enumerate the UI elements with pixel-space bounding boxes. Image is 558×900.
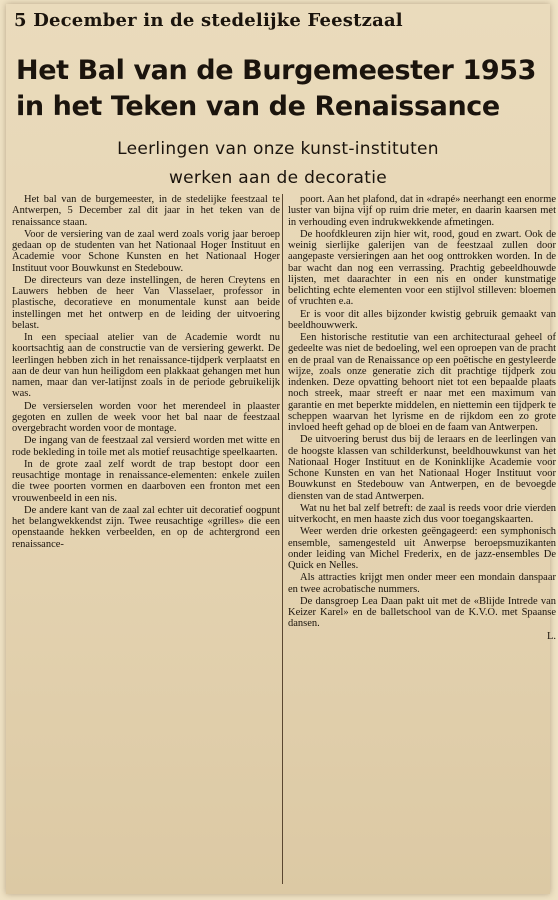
paragraph: De dansgroep Lea Daan pakt uit met de «Blijde Intrede van Keizer Karel» en de balletschool van de K.V.O. met Spaanse dansen. (288, 595, 556, 630)
paragraph: De andere kant van de zaal zal echter uit decoratief oogpunt het belangwekkendst zijn. Twee reusachtige «grilles» die een openstaande hekken verbeelden, en op de achtergrond een renaissance- (12, 504, 280, 550)
signature: L. (546, 630, 556, 642)
paragraph: De ingang van de feestzaal zal versierd worden met witte en rode bekleding in toile met als motief reusachtige speelkaarten. (12, 435, 280, 458)
paragraph: poort. Aan het plafond, dat in «drapé» neerhangt een enorme luster van bijna vijf op ruim drie meter, en daarin kaarsen met in verhouding even indrukwekkende afmetingen. (288, 194, 556, 228)
paragraph: Wat nu het bal zelf betreft: de zaal is reeds voor drie vierden uitverkocht, en men haaste zich dus voor toegangskaarten. (288, 502, 556, 525)
article-column-left (12, 194, 280, 550)
paragraph: De uitvoering berust dus bij de leraars en de leerlingen van de hoogste klassen van schilderkunst, beeldhouwkunst van het Nationaal Hoger Instituut en de Koninklijke Academie voor Schone Kunsten en van het Nationaal Hoger Instituut voor Bouwkunst en Stedebouw van Antwerpen, en de bevoegde diensten van de stad Antwerpen. (288, 434, 556, 502)
paragraph: De versierselen worden voor het merendeel in plaaster gegoten en zullen de week voor het bal naar de feestzaal overgebracht worden voor de montage. (12, 400, 280, 434)
paragraph: In een speciaal atelier van de Academie wordt nu koortsachtig aan de constructie van de versiering gewerkt. De leerlingen hebben zich in het renaissance-tijdperk verplaatst en aan de deur van hun heiligdom een plakkaat gehangen met hun namen, maar dan ver-latijnst zoals in de periode gebruikelijk was. (12, 332, 280, 400)
paragraph: In de grote zaal zelf wordt de trap bestopt door een reusachtige montage in renaissance-elementen: enkele zuilen die twee poorten vormen en daarboven een fronton met een vrouwenbeeld in een nis. (12, 458, 280, 504)
newspaper-clipping (6, 4, 556, 894)
dateline: 5 December in de stedelijke Feestzaal (14, 10, 403, 31)
paragraph: De hoofdkleuren zijn hier wit, rood, goud en zwart. Ook de weinig sierlijke galerijen van de feestzaal zullen door aangepaste versieringen aan het oog onttrokken worden. In de bar wacht dan nog een verrassing. Prachtig gebeeldhouwde lijsten, met daarachter in een nis en onder kunstmatige belichting echte elementen voor een stijlvol stilleven: bloemen of vruchten e.a. (288, 228, 556, 308)
paragraph: Er is voor dit alles bijzonder kwistig gebruik gemaakt van beeldhouwwerk. (288, 308, 556, 331)
paragraph: Als attracties krijgt men onder meer een mondain danspaar en twee acrobatische nummers. (288, 572, 556, 595)
paragraph: Weer werden drie orkesten geëngageerd: een symphonisch ensemble, samengesteld uit Anwerpse beroepsmuzikanten onder leiding van Michel Frederix, en de jazz-ensembles De Quick en Nelles. (288, 526, 556, 571)
paragraph: De directeurs van deze instellingen, de heren Creytens en Lauwers hebben de heer Van Vlasselaer, professor in plastische, decoratieve en monumentale kunst aan beide instellingen met het ontwerp en de leiding der uitvoering belast. (12, 274, 280, 331)
paragraph: Voor de versiering van de zaal werd zoals vorig jaar beroep gedaan op de studenten van het Nationaal Hoger Instituut en Academie voor Schone Kunsten en het Nationaal Hoger Instituut voor Bouwkunst en Stedebouw. (12, 228, 280, 274)
paragraph: Een historische restitutie van een architecturaal geheel of gedeelte was niet de bedoeling, wel een oproepen van de pracht en de praal van de Renaissance op een poëtische en gestyleerde wijze, zoals onze generatie zich dit prachtige tijdperk zou indenken. Deze opvatting behoort niet tot een bepaalde plaats noch streek, maar streeft er naar met een maximum van garantie en met beperkte middelen, en niettemin een tijdperk te scheppen waarvan het lyrisme en de rijkdom een zo grote invloed heeft gehad op de bloei en de faam van Antwerpen. (288, 332, 556, 433)
headline-line-2: in het Teken van de Renaissance (16, 91, 500, 122)
headline-line-1: Het Bal van de Burgemeester 1953 (16, 55, 537, 86)
article-column-right (288, 194, 556, 642)
column-divider (282, 194, 283, 884)
paragraph: Het bal van de burgemeester, in de stedelijke feestzaal te Antwerpen, 5 December zal dit jaar in het teken van de renaissance staan. (12, 194, 280, 228)
subhead-line-2: werken aan de decoratie (168, 168, 388, 188)
subhead-line-1: Leerlingen van onze kunst-instituten (117, 139, 439, 159)
